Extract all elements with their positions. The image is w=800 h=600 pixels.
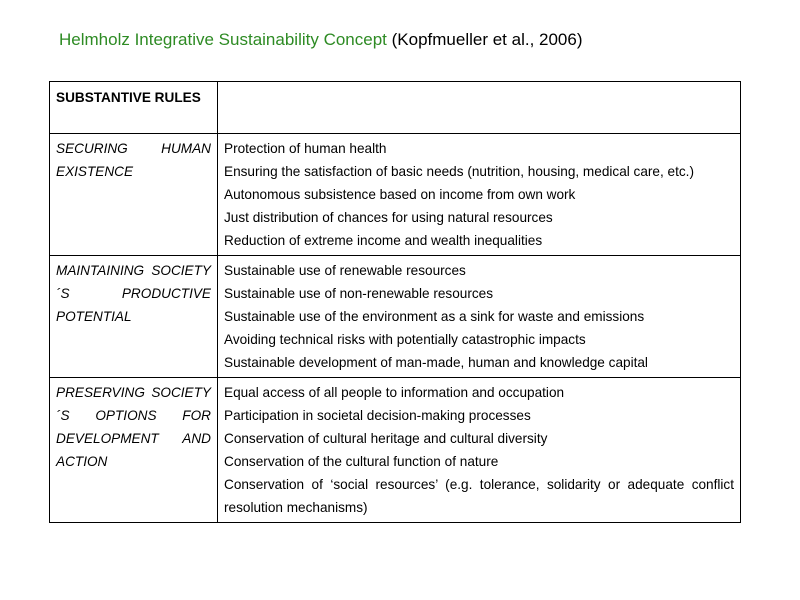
- table-row: [50, 378, 741, 523]
- category-preserving-options: PRESERVING SOCIETY´S OPTIONS FOR DEVELOPMENT AND ACTION: [50, 378, 218, 523]
- header-label-cell: SUBSTANTIVE RULES: [50, 82, 218, 134]
- rule-item: Conservation of cultural heritage and cultural diversity: [224, 431, 548, 446]
- rule-item: Sustainable development of man-made, human and knowledge capital: [224, 355, 648, 370]
- rule-item: Conservation of the cultural function of nature: [224, 454, 499, 469]
- table-header-row: [50, 82, 741, 134]
- title-main: Helmholz Integrative Sustainability Concept: [59, 30, 387, 49]
- category-securing-human-existence: SECURING HUMAN EXISTENCE: [50, 134, 218, 256]
- rule-item: Ensuring the satisfaction of basic needs (nutrition, housing, medical care, etc.): [224, 164, 694, 179]
- rules-cell: [218, 134, 741, 256]
- rule-item: Just distribution of chances for using natural resources: [224, 210, 553, 225]
- header-empty-cell: [218, 82, 741, 134]
- rules-cell: [218, 378, 741, 523]
- rule-item: Conservation of ‘social resources’ (e.g. tolerance, solidarity or adequate conflict resolution mechanisms): [224, 477, 734, 515]
- rule-item: Sustainable use of renewable resources: [224, 263, 466, 278]
- rule-item: Sustainable use of the environment as a sink for waste and emissions: [224, 309, 645, 324]
- rule-item: Equal access of all people to information and occupation: [224, 385, 565, 400]
- rule-item: Autonomous subsistence based on income from own work: [224, 187, 576, 202]
- rule-item: Participation in societal decision-making processes: [224, 408, 531, 423]
- page-title: [59, 28, 583, 52]
- rules-cell: [218, 256, 741, 378]
- title-citation: (Kopfmueller et al., 2006): [391, 30, 583, 49]
- rule-item: Reduction of extreme income and wealth inequalities: [224, 233, 543, 248]
- table-row: [50, 134, 741, 256]
- rule-item: Avoiding technical risks with potentially catastrophic impacts: [224, 332, 586, 347]
- substantive-rules-table: [49, 81, 741, 523]
- category-maintaining-productive-potential: MAINTAINING SOCIETY´S PRODUCTIVE POTENTIAL: [50, 256, 218, 378]
- rule-item: Protection of human health: [224, 141, 387, 156]
- table-row: [50, 256, 741, 378]
- rule-item: Sustainable use of non-renewable resources: [224, 286, 494, 301]
